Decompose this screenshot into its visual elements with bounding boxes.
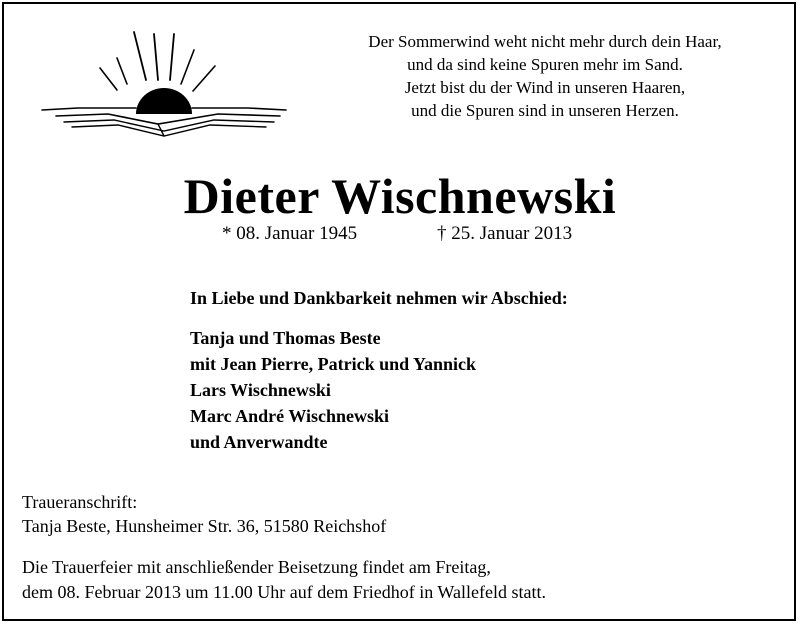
mourner-line: mit Jean Pierre, Patrick und Yannick: [190, 354, 476, 374]
poem-line: und die Spuren sind in unseren Herzen.: [411, 101, 679, 120]
farewell-heading: In Liebe und Dankbarkeit nehmen wir Abschied:: [190, 288, 568, 308]
mourner-line: und Anverwandte: [190, 432, 328, 452]
death-date: † 25. Januar 2013: [437, 223, 573, 244]
poem-line: Jetzt bist du der Wind in unseren Haaren,: [404, 78, 686, 97]
poem: [340, 30, 750, 122]
ceremony-info: [22, 555, 546, 605]
mourning-address: Tanja Beste, Hunsheimer Str. 36, 51580 Reichshof: [22, 516, 387, 536]
poem-line: Der Sommerwind weht nicht mehr durch dein Haar,: [368, 32, 722, 51]
poem-line: und da sind keine Spuren mehr im Sand.: [407, 55, 683, 74]
mourners-list: [190, 325, 476, 455]
address-label: Traueranschrift:: [22, 492, 138, 512]
rising-sun-icon: [38, 28, 300, 140]
mourner-line: Marc André Wischnewski: [190, 406, 390, 426]
mourner-line: Tanja und Thomas Beste: [190, 328, 381, 348]
mourner-line: Lars Wischnewski: [190, 380, 331, 400]
birth-date: * 08. Januar 1945: [222, 223, 358, 244]
deceased-name: Dieter Wischnewski: [183, 168, 617, 224]
ceremony-line: dem 08. Februar 2013 um 11.00 Uhr auf dem Friedhof in Wallefeld statt.: [22, 582, 546, 602]
ceremony-line: Die Trauerfeier mit anschließender Beisetzung findet am Freitag,: [22, 557, 491, 577]
